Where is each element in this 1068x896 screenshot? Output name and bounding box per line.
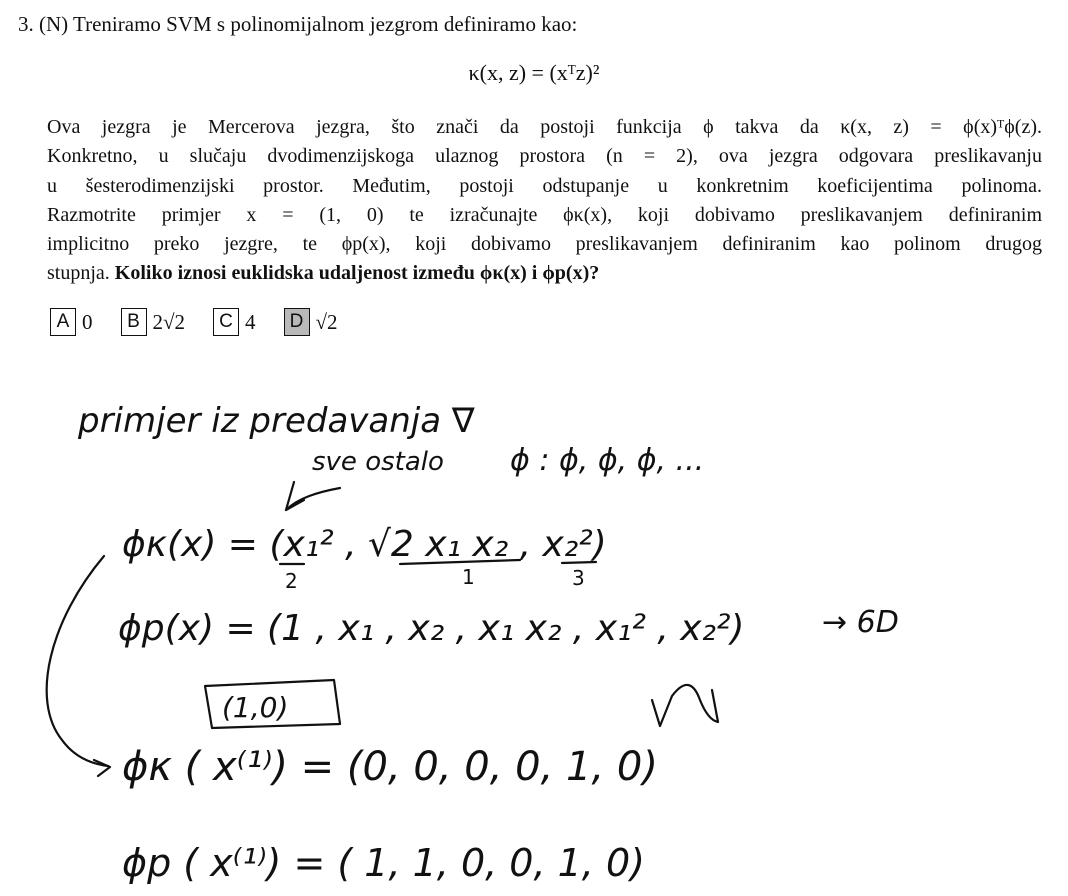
paragraph-line: u šesterodimenzijski prostor. Međutim, postoji odstupanje u konkretnim koeficijentima polinoma.: [47, 174, 1042, 197]
underline-3: [562, 562, 596, 563]
note-boxed-point: (1,0): [222, 691, 289, 724]
paragraph-last-plain: stupnja.: [47, 262, 110, 285]
note-line-3: ϕκ(x) = (x₁² , √2 x₁ x₂ , x₂²): [122, 524, 607, 565]
note-line-5: ϕκ ( x⁽¹⁾) = (0, 0, 0, 0, 1, 0): [122, 744, 658, 790]
note-line-1: primjer iz predavanja ∇: [78, 401, 475, 441]
question-prompt: Koliko iznosi euklidska udaljenost između ϕκ(x) i ϕp(x)?: [114, 262, 600, 285]
note-line-2b: ϕ : ϕ, ϕ, ϕ, ...: [510, 443, 705, 478]
curve-arrow-head: [94, 760, 110, 776]
question-tag: (N): [39, 12, 69, 36]
paragraph-line: Ova jezgra je Mercerova jezgra, što znači da postoji funkcija ϕ takva da κ(x, z) = ϕ(x)ᵀϕ(z).: [47, 116, 1042, 138]
note-index-b: 1: [462, 565, 475, 589]
note-line-4-tag: → 6D: [822, 605, 899, 640]
note-index-a: 2: [285, 569, 298, 593]
note-index-c: 3: [572, 566, 585, 590]
swap-mark: [652, 685, 718, 726]
answer-a-value: 0: [82, 309, 93, 334]
answer-a-letter[interactable]: A: [50, 308, 76, 336]
paragraph-line: Razmotrite primjer x = (1, 0) te izračunajte ϕκ(x), koji dobivamo preslikavanjem definiranim: [47, 203, 1042, 226]
note-line-6: ϕp ( x⁽¹⁾) = ( 1, 1, 0, 0, 1, 0): [122, 841, 645, 885]
answer-b-value: 2√2: [152, 309, 186, 334]
answer-b-letter[interactable]: B: [121, 308, 147, 336]
question-number: 3.: [18, 12, 34, 36]
kernel-formula: κ(x, z) = (xᵀz)²: [468, 60, 600, 85]
paragraph-line: Konkretno, u slučaju dvodimenzijskoga ulaznog prostora (n = 2), ova jezgra odgovara preslikavanju: [47, 145, 1042, 168]
answer-c-value: 4: [245, 309, 256, 334]
answer-c-letter[interactable]: C: [213, 308, 239, 336]
paragraph-line: implicitno preko jezgre, te ϕp(x), koji dobivamo preslikavanjem definiranim kao polinom drugog: [47, 233, 1042, 256]
arrow-head: [286, 482, 304, 510]
curve-arrow: [47, 556, 108, 766]
answer-d-letter[interactable]: D: [284, 308, 310, 336]
question-intro: Treniramo SVM s polinomijalnom jezgrom definiramo kao:: [73, 12, 578, 36]
note-line-4: ϕp(x) = (1 , x₁ , x₂ , x₁ x₂ , x₁² , x₂²): [118, 608, 745, 649]
answer-d-value: √2: [315, 309, 338, 334]
note-line-2a: sve ostalo: [312, 447, 444, 477]
